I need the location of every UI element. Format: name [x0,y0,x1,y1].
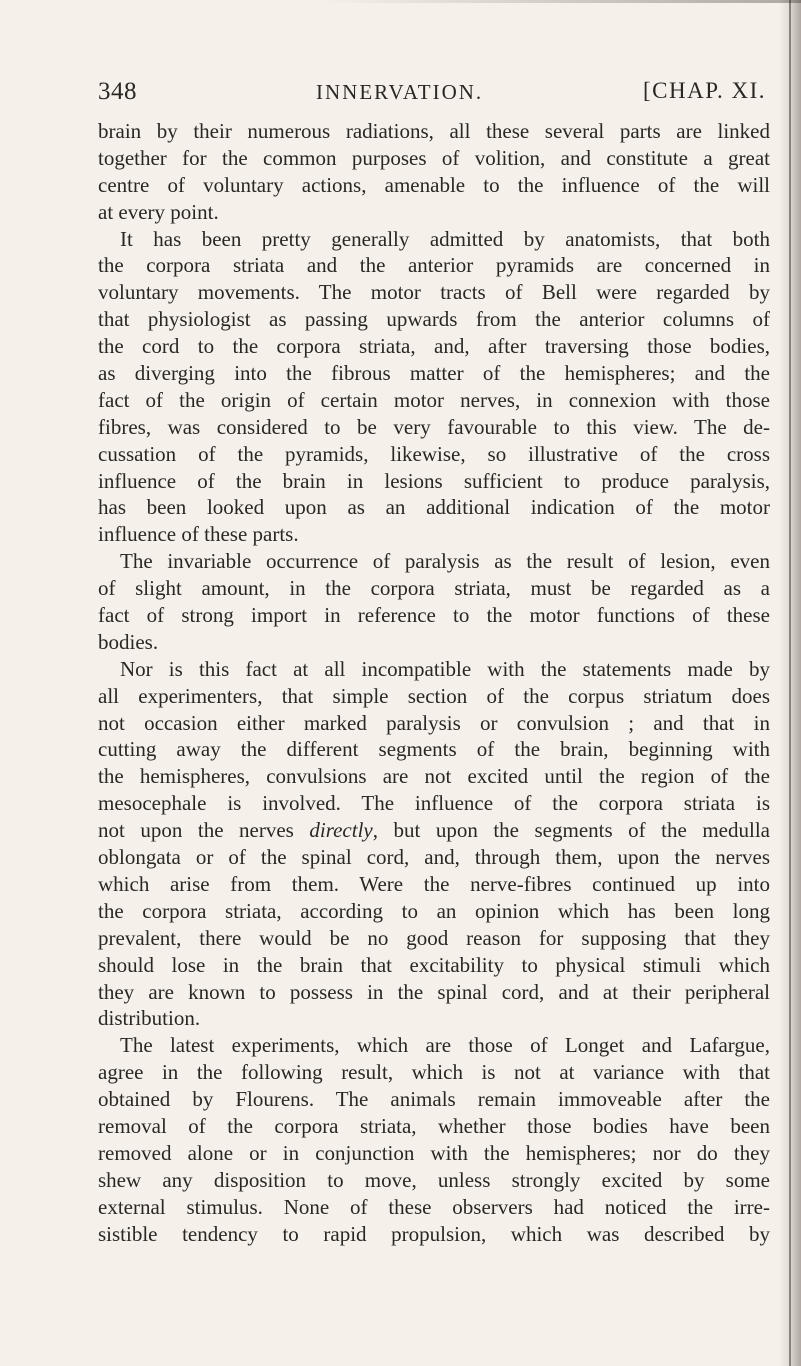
text-line: The invariable occurrence of paralysis as the result of lesion, even [120,549,770,574]
text-line: as diverging into the fibrous matter of the hemispheres; and the [98,361,770,386]
text-line: shew any disposition to move, unless strongly excited by some [98,1167,770,1192]
text-line: fact of the origin of certain motor nerves, in connexion with those [98,387,770,412]
body-text [98,118,770,1247]
text-line: voluntary movements. The motor tracts of Bell were regarded by [98,280,770,305]
text-line: of slight amount, in the corpora striata, must be regarded as a [98,576,770,601]
top-edge-shadow [0,0,801,3]
binding-line [789,0,791,1366]
text-line: cutting away the different segments of the brain, beginning with [98,737,770,762]
text-line: fact of strong import in reference to the motor functions of these [98,603,770,628]
text-line: prevalent, there would be no good reason for supposing that they [98,925,770,950]
text-line: which arise from them. Were the nerve-fibres continued up into [98,871,770,896]
text-line: influence of the brain in lesions sufficient to produce paralysis, [98,468,770,493]
text-line: the corpora striata and the anterior pyramids are concerned in [98,253,770,278]
text-line: removed alone or in conjunction with the hemispheres; nor do they [98,1140,770,1165]
text-line: distribution. [98,1006,201,1031]
page-number: 348 [98,78,137,105]
text-line: all experimenters, that simple section of the corpus striatum does [98,683,770,708]
text-line: at every point. [98,199,219,224]
chapter-reference: [CHAP. XI. [643,78,766,103]
text-line: Nor is this fact at all incompatible with the statements made by [120,656,770,681]
text-line: obtained by Flourens. The animals remain immoveable after the [98,1087,770,1112]
running-title: INNERVATION. [316,80,484,104]
text-line: mesocephale is involved. The influence of the corpora striata is [98,791,770,816]
text-line: the cord to the corpora striata, and, after traversing those bodies, [98,334,770,359]
text-line: together for the common purposes of volition, and constitute a great [98,145,770,170]
text-line: removal of the corpora striata, whether those bodies have been [98,1113,770,1138]
page-header [98,78,770,114]
text-line: they are known to possess in the spinal cord, and at their peripheral [98,979,770,1004]
text-line: oblongata or of the spinal cord, and, through them, upon the nerves [98,845,770,870]
text-line: has been looked upon as an additional indication of the motor [98,495,770,520]
text-line: the corpora striata, according to an opinion which has been long [98,898,770,923]
text-line: centre of voluntary actions, amenable to the influence of the will [98,172,770,197]
text-line: not occasion either marked paralysis or convulsion ; and that in [98,710,770,735]
text-line: cussation of the pyramids, likewise, so illustrative of the cross [98,441,770,466]
text-line: external stimulus. None of these observers had noticed the irre- [98,1194,770,1219]
text-line: influence of these parts. [98,522,299,547]
text-line: bodies. [98,629,159,654]
italic-word: directly [309,818,373,843]
text-line: not upon the nerves directly, but upon the segments of the medulla [98,818,770,843]
text-line: should lose in the brain that excitability to physical stimuli which [98,952,770,977]
text-line: The latest experiments, which are those of Longet and Lafargue, [120,1033,770,1058]
text-line: fibres, was considered to be very favourable to this view. The de- [98,414,770,439]
text-line: brain by their numerous radiations, all these several parts are linked [98,119,770,143]
text-line: that physiologist as passing upwards from the anterior columns of [98,307,770,332]
text-line: It has been pretty generally admitted by anatomists, that both [120,226,770,251]
text-line: agree in the following result, which is not at variance with that [98,1060,770,1085]
text-line: sistible tendency to rapid propulsion, which was described by [98,1221,770,1246]
text-line: the hemispheres, convulsions are not excited until the region of the [98,764,770,789]
